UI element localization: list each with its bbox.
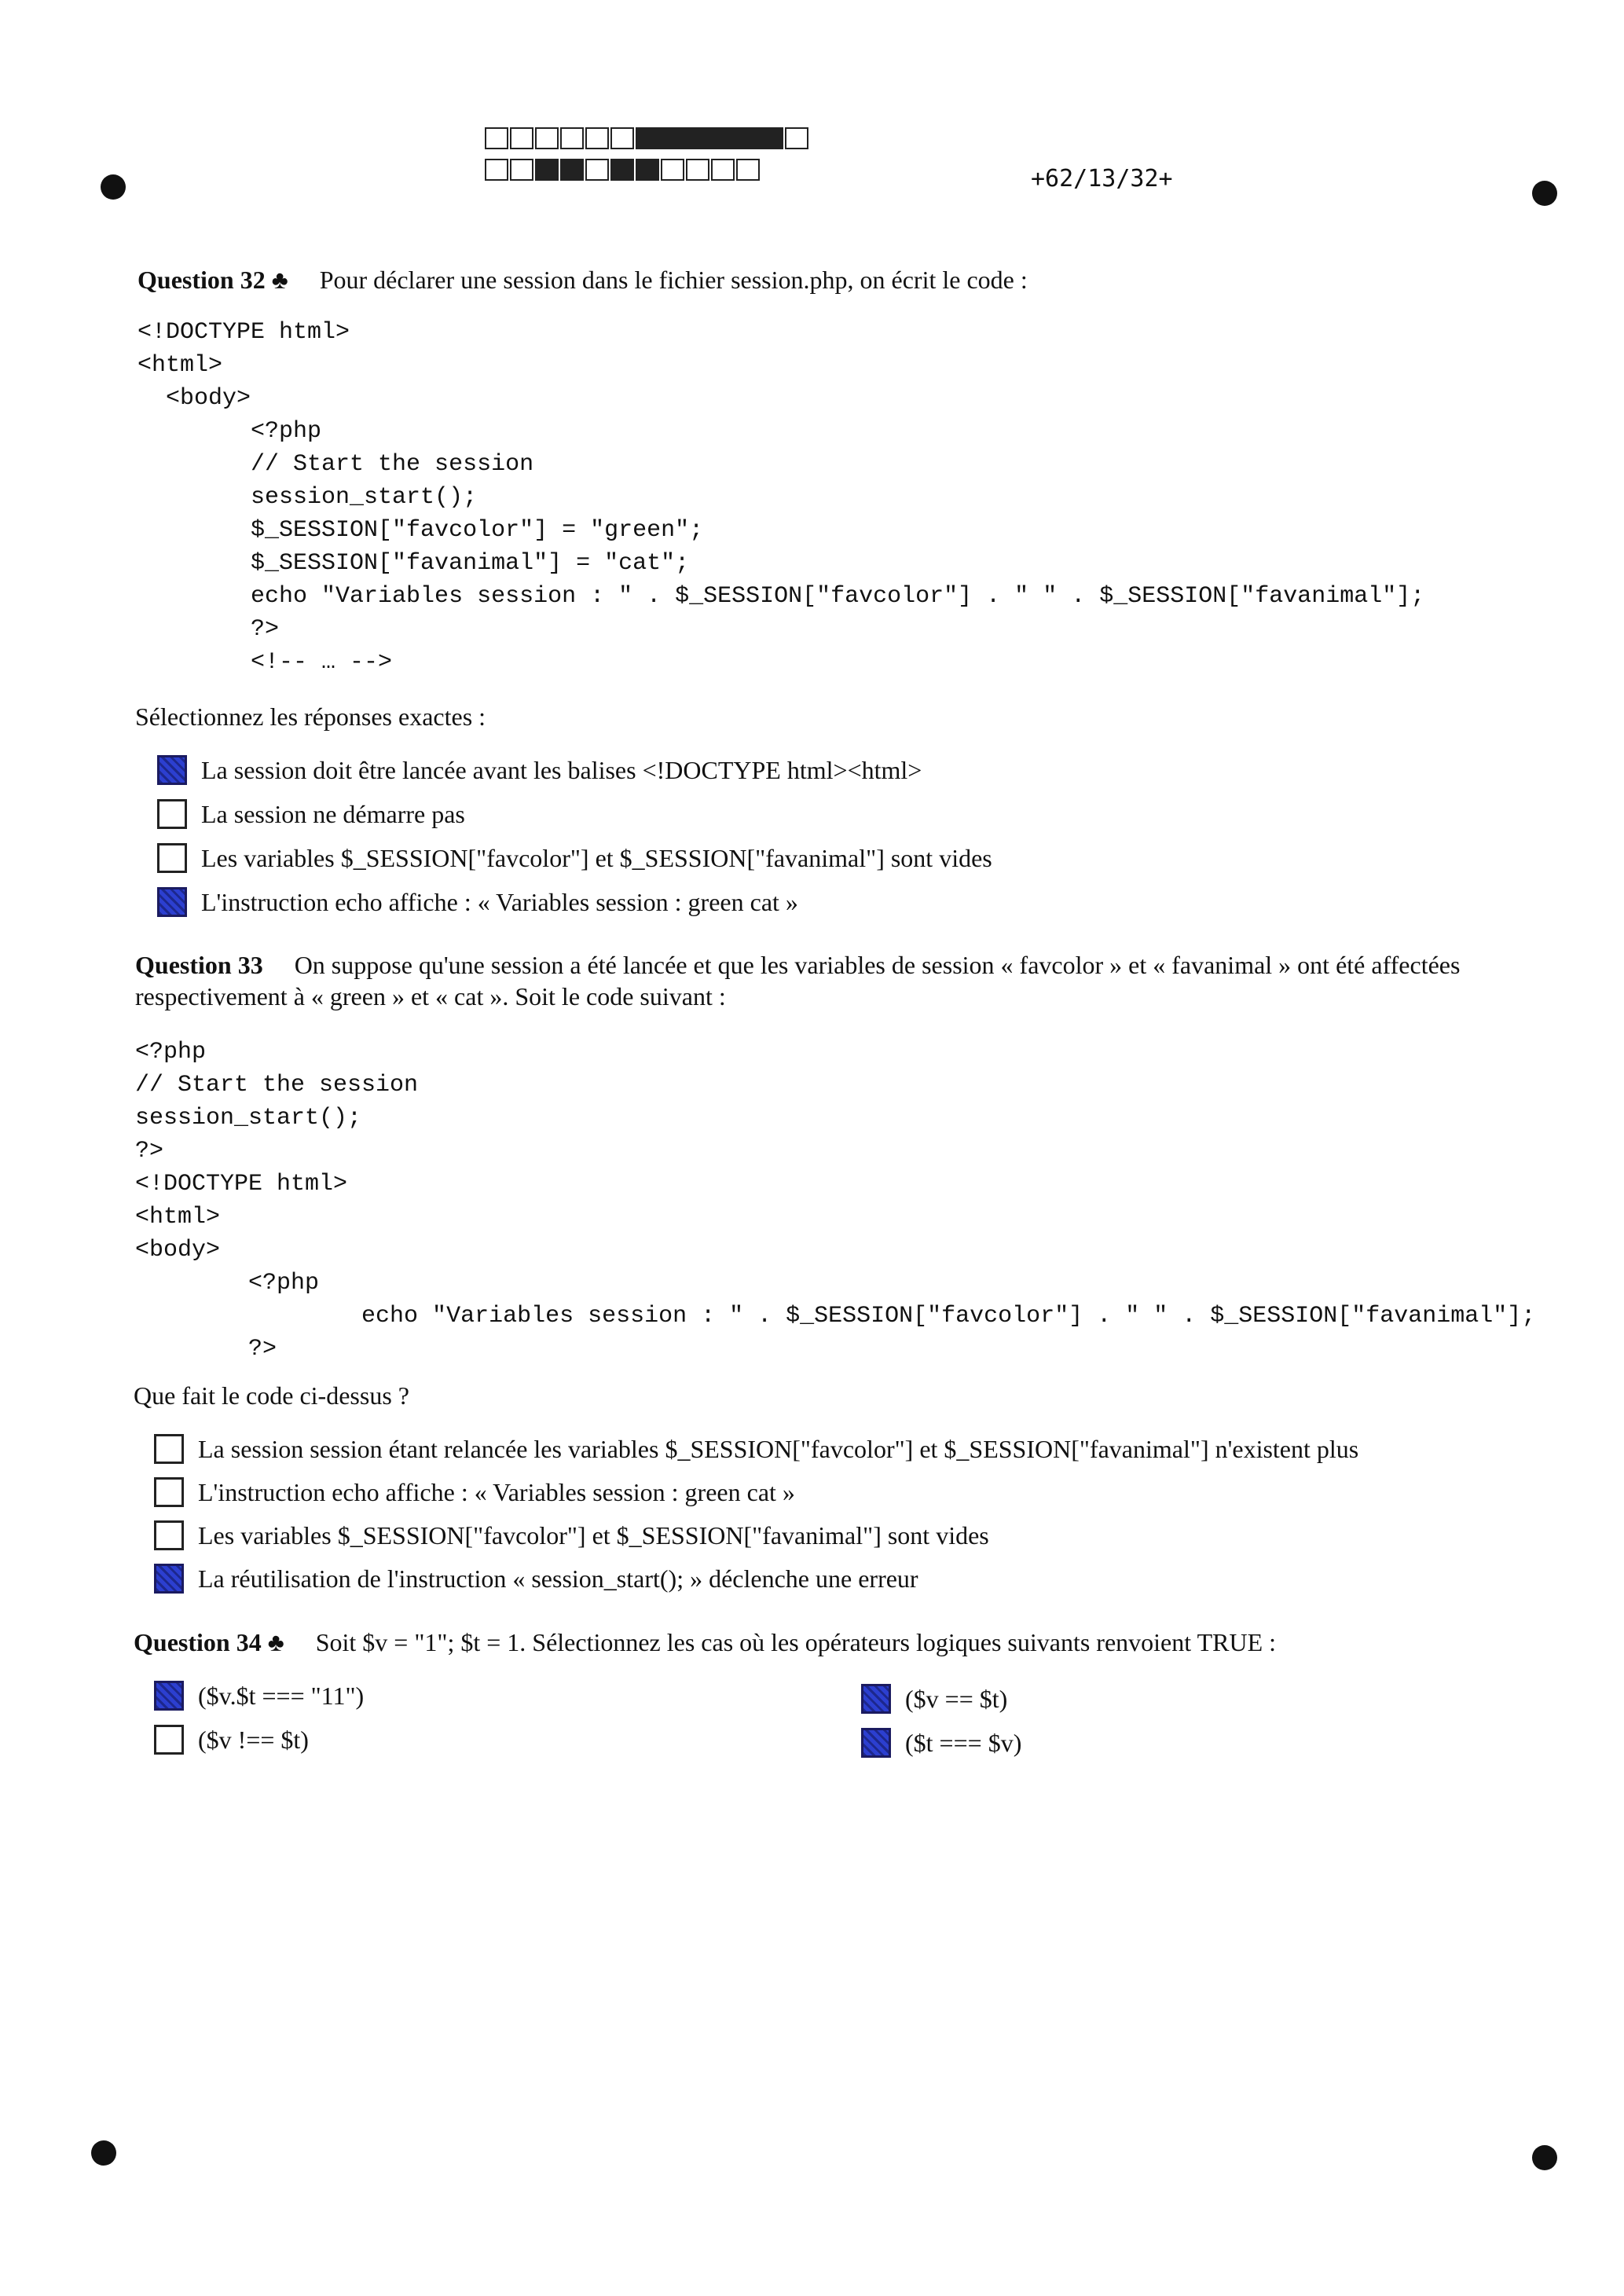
q34-option-3-text: ($v !== $t): [198, 1726, 309, 1754]
question-34-text: Soit $v = "1"; $t = 1. Sélectionnez les cas où les opérateurs logiques suivants renvoient TRUE :: [315, 1628, 1276, 1656]
barcode-bottom-cell: [636, 159, 659, 181]
question-32-text: Pour déclarer une session dans le fichier session.php, on écrit le code :: [319, 266, 1028, 294]
barcode-bottom-cell: [736, 159, 760, 181]
q32-option-2[interactable]: [157, 792, 992, 836]
q33-option-4-text: La réutilisation de l'instruction « session_start(); » déclenche une erreur: [198, 1564, 918, 1593]
question-34-options: [154, 1674, 1254, 1768]
q32-code-line: <?php: [137, 418, 322, 445]
q33-option-1-text: La session session étant relancée les variables $_SESSION["favcolor"] et $_SESSION["favanimal"] n'existent plus: [198, 1434, 1359, 1463]
q33-code-line: // Start the session: [135, 1072, 419, 1098]
q33-option-1[interactable]: [154, 1427, 1358, 1470]
q32-option-4[interactable]: [157, 880, 992, 924]
q33-code-line: <?php: [135, 1270, 320, 1297]
q33-code-line: <!DOCTYPE html>: [135, 1171, 348, 1198]
q34-option-2-checkbox[interactable]: [861, 1684, 891, 1714]
question-33-options: [154, 1427, 1358, 1600]
q33-option-3-text: Les variables $_SESSION["favcolor"] et $_SESSION["favanimal"] sont vides: [198, 1520, 989, 1550]
registration-mark-top-right: [1532, 181, 1557, 206]
q33-option-1-checkbox[interactable]: [154, 1434, 184, 1464]
question-34: [134, 1627, 1276, 1658]
q33-code-line: <body>: [135, 1237, 221, 1264]
q32-code-line: ?>: [137, 616, 280, 643]
q33-code-line: session_start();: [135, 1105, 362, 1131]
q34-option-4-checkbox[interactable]: [861, 1728, 891, 1758]
barcode-bottom-cell: [510, 159, 533, 181]
q34-option-1-checkbox[interactable]: [154, 1681, 184, 1711]
q32-code-line: <body>: [137, 385, 251, 412]
q34-option-3[interactable]: [154, 1718, 309, 1762]
barcode-top-row: [485, 127, 810, 149]
question-32-prompt: Sélectionnez les réponses exactes :: [135, 702, 486, 731]
barcode-bottom-cell: [610, 159, 634, 181]
q34-option-1-text: ($v.$t === "11"): [198, 1682, 365, 1710]
q32-code-line: <!-- … -->: [137, 649, 393, 676]
barcode-top-cell: [585, 127, 609, 149]
q32-code-line: $_SESSION["favcolor"] = "green";: [137, 517, 704, 544]
barcode-bottom-cell: [686, 159, 709, 181]
q33-option-2-text: L'instruction echo affiche : « Variables session : green cat »: [198, 1477, 795, 1506]
q33-option-4[interactable]: [154, 1557, 1358, 1600]
barcode-bottom-row: [485, 159, 761, 181]
barcode-top-cell: [510, 127, 533, 149]
q32-code-line: echo "Variables session : " . $_SESSION["favcolor"] . " " . $_SESSION["favanimal"];: [137, 583, 1425, 610]
q32-option-3-checkbox[interactable]: [157, 843, 187, 873]
q32-code-line: <!DOCTYPE html>: [137, 319, 350, 346]
question-34-label: Question 34 ♣: [134, 1628, 284, 1656]
q33-option-3[interactable]: [154, 1513, 1358, 1557]
barcode-bottom-cell: [485, 159, 508, 181]
q32-option-2-text: La session ne démarre pas: [201, 800, 465, 828]
barcode-top-cell: [560, 127, 584, 149]
q33-option-2[interactable]: [154, 1470, 1358, 1513]
registration-mark-bottom-right: [1532, 2145, 1557, 2170]
barcode-bottom-cell: [585, 159, 609, 181]
barcode-top-cell: [535, 127, 559, 149]
q33-code-line: echo "Variables session : " . $_SESSION["favcolor"] . " " . $_SESSION["favanimal"];: [135, 1303, 1536, 1330]
question-33-text: On suppose qu'une session a été lancée et que les variables de session « favcolor » et « favanimal » ont été affectées respectivement à « green » et « cat ». Soit le code suivant :: [135, 951, 1461, 1010]
question-33-label: Question 33: [135, 951, 263, 979]
q33-code-line: <html>: [135, 1204, 221, 1231]
q32-option-1-text: La session doit être lancée avant les balises <!DOCTYPE html><html>: [201, 756, 922, 784]
question-33-prompt: Que fait le code ci-dessus ?: [134, 1381, 409, 1410]
question-32: [137, 264, 1028, 295]
q33-code-line: ?>: [135, 1336, 277, 1363]
question-33-code: [135, 1036, 1535, 1366]
q32-option-1-checkbox[interactable]: [157, 755, 187, 785]
q32-code-line: // Start the session: [137, 451, 534, 478]
question-32-options: [157, 748, 992, 924]
barcode-bottom-cell: [560, 159, 584, 181]
q32-code-line: $_SESSION["favanimal"] = "cat";: [137, 550, 690, 577]
question-32-header: [137, 264, 1028, 295]
barcode-bottom-cell: [661, 159, 684, 181]
question-34-header: [134, 1627, 1276, 1658]
q32-option-4-text: L'instruction echo affiche : « Variables session : green cat »: [201, 888, 798, 916]
q33-code-line: <?php: [135, 1039, 207, 1065]
question-32-label: Question 32 ♣: [137, 266, 288, 294]
q34-option-4[interactable]: [861, 1721, 1021, 1765]
q34-option-2[interactable]: [861, 1677, 1007, 1721]
barcode-top-cell: [785, 127, 808, 149]
page-id: +62/13/32+: [1031, 165, 1173, 193]
q32-code-line: <html>: [137, 352, 223, 379]
q33-option-4-checkbox[interactable]: [154, 1564, 184, 1594]
q34-option-2-text: ($v == $t): [905, 1685, 1008, 1713]
question-32-code: [137, 316, 1424, 679]
q33-code-line: ?>: [135, 1138, 164, 1165]
q32-option-1[interactable]: [157, 748, 992, 792]
q34-option-4-text: ($t === $v): [905, 1729, 1022, 1757]
q32-option-3[interactable]: [157, 836, 992, 880]
question-33: [135, 949, 1542, 1012]
q32-option-3-text: Les variables $_SESSION["favcolor"] et $_SESSION["favanimal"] sont vides: [201, 844, 992, 872]
barcode-bottom-cell: [711, 159, 735, 181]
barcode-top-cell: [636, 127, 783, 149]
q32-code-line: session_start();: [137, 484, 478, 511]
q34-option-3-checkbox[interactable]: [154, 1725, 184, 1755]
barcode-top-cell: [485, 127, 508, 149]
q33-option-2-checkbox[interactable]: [154, 1477, 184, 1507]
q32-option-4-checkbox[interactable]: [157, 887, 187, 917]
registration-mark-top-left: [101, 174, 126, 200]
registration-mark-bottom-left: [91, 2140, 116, 2166]
q32-option-2-checkbox[interactable]: [157, 799, 187, 829]
q34-option-1[interactable]: [154, 1674, 364, 1718]
barcode-bottom-cell: [535, 159, 559, 181]
barcode-top-cell: [610, 127, 634, 149]
q33-option-3-checkbox[interactable]: [154, 1520, 184, 1550]
